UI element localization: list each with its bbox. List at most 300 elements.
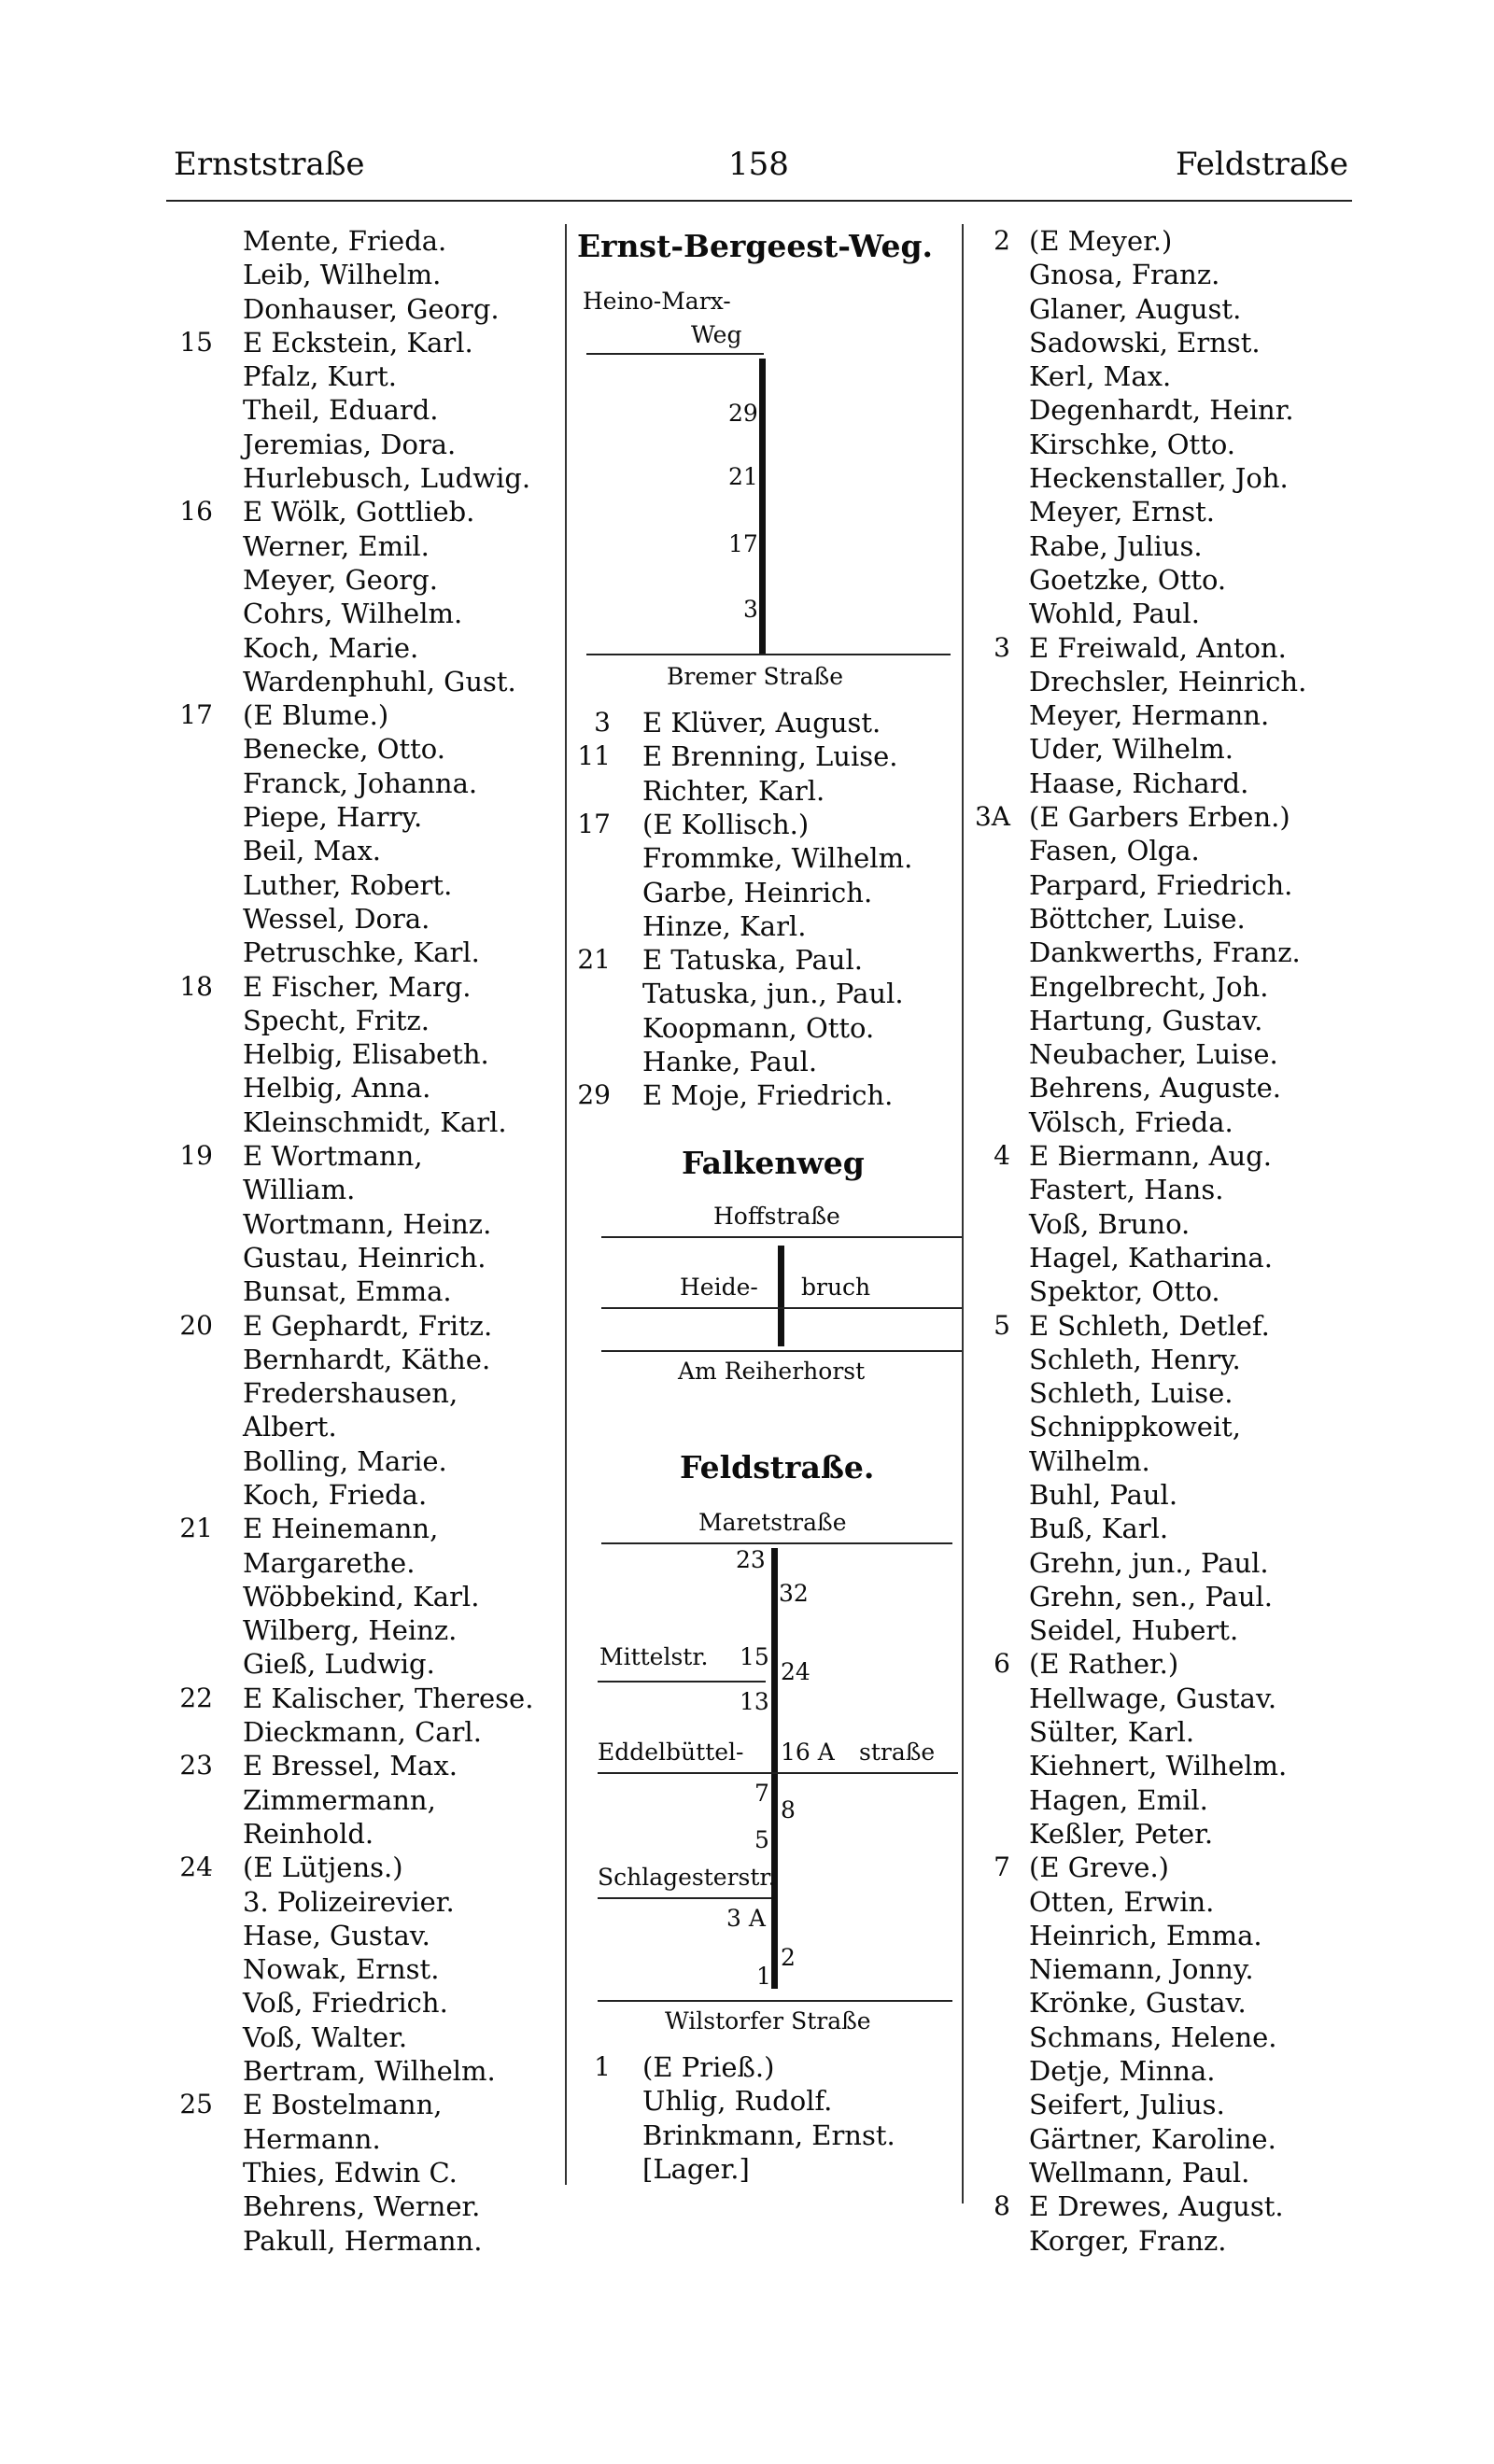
house-number: 3 (994, 631, 1010, 663)
entry-line (168, 1580, 570, 1613)
resident-name: Benecke, Otto. (243, 733, 445, 766)
entry-line (168, 1682, 570, 1715)
entry-line (168, 834, 570, 867)
resident-name: Schmans, Helene. (1029, 2020, 1277, 2053)
entry-line (962, 563, 1363, 597)
entry-line (962, 732, 1363, 766)
house-number: 29 (728, 400, 758, 427)
resident-name: Uder, Wilhelm. (1029, 733, 1233, 766)
resident-name: E Kalischer, Therese. (243, 1682, 534, 1714)
entry-line (168, 1512, 570, 1545)
resident-name: Kirschke, Otto. (1029, 428, 1236, 460)
resident-name: E Klüver, August. (642, 707, 881, 739)
entry-line (962, 936, 1363, 969)
resident-name: E Bressel, Max. (243, 1750, 458, 1782)
entry-line (168, 2088, 570, 2121)
house-number: 23 (736, 1546, 766, 1573)
resident-name: Garbe, Heinrich. (642, 876, 873, 908)
header-left: Ernststraße (174, 146, 365, 183)
street-line (586, 654, 951, 655)
entry-line (168, 902, 570, 936)
resident-name: (E Garbers Erben.) (1029, 801, 1290, 834)
resident-name: Mente, Frieda. (243, 225, 447, 257)
resident-name: Donhauser, Georg. (243, 292, 500, 325)
house-number: 16 (179, 496, 213, 528)
street-label: Maretstraße (698, 1509, 847, 1536)
resident-name: Wohld, Paul. (1029, 598, 1200, 630)
resident-name: Völsch, Frieda. (1029, 1105, 1233, 1138)
entry-line (962, 1309, 1363, 1343)
entry-line (168, 1004, 570, 1037)
house-number: 25 (179, 2089, 213, 2120)
street-line (601, 1307, 962, 1309)
entry-line (168, 1207, 570, 1241)
resident-name: Voß, Walter. (243, 2020, 408, 2053)
entry-line (168, 495, 570, 528)
resident-name: Heckenstaller, Joh. (1029, 462, 1289, 495)
resident-name: Krönke, Gustav. (1029, 1987, 1247, 2020)
entry-line (168, 1851, 570, 1884)
resident-name: Petruschke, Karl. (243, 936, 480, 969)
entry-line (962, 1715, 1363, 1749)
resident-name: E Drewes, August. (1029, 2190, 1284, 2223)
house-number: 20 (179, 1309, 213, 1341)
house-number: 2 (781, 1944, 796, 1971)
entry-line (962, 868, 1363, 902)
resident-name: Haase, Richard. (1029, 767, 1249, 799)
resident-name: Hagen, Emil. (1029, 1783, 1208, 1816)
entry-line (962, 1647, 1363, 1681)
entry-line (962, 1173, 1363, 1206)
entry-line (962, 1986, 1363, 2020)
house-number: 13 (740, 1688, 769, 1715)
resident-name: Werner, Emil. (243, 529, 430, 562)
resident-name: Meyer, Hermann. (1029, 699, 1270, 732)
resident-name: Thies, Edwin C. (243, 2156, 458, 2189)
entry-line (962, 2088, 1363, 2121)
entry-line (962, 1580, 1363, 1613)
entry-line (962, 529, 1363, 563)
resident-name: Brinkmann, Ernst. (642, 2119, 895, 2151)
entry-line (962, 393, 1363, 427)
resident-name: Wardenphuhl, Gust. (243, 665, 516, 697)
resident-name: Schleth, Henry. (1029, 1343, 1241, 1375)
resident-name: E Fischer, Marg. (243, 970, 472, 1003)
header-rule (166, 200, 1352, 202)
street-line (601, 1236, 962, 1238)
entry-line (962, 2189, 1363, 2223)
resident-name: Kiehnert, Wilhelm. (1029, 1750, 1288, 1782)
street-label: Am Reiherhorst (678, 1358, 866, 1385)
entry-line (168, 1919, 570, 1952)
entry-line (168, 1376, 570, 1410)
resident-name: Rabe, Julius. (1029, 529, 1203, 562)
resident-name: Kerl, Max. (1029, 360, 1172, 393)
resident-name: Heinrich, Emma. (1029, 1919, 1262, 1951)
street-title: Falkenweg (682, 1145, 865, 1181)
resident-name: Keßler, Peter. (1029, 1817, 1214, 1850)
house-number: 3 A (726, 1905, 766, 1932)
entry-line (962, 631, 1363, 665)
resident-name: Wilhelm. (1029, 1444, 1150, 1477)
resident-name: Grehn, sen., Paul. (1029, 1580, 1274, 1612)
entry-line (962, 1071, 1363, 1105)
entry-line (168, 461, 570, 495)
resident-name: Schleth, Luise. (1029, 1377, 1233, 1410)
house-number: 17 (577, 808, 611, 839)
street-label: Mittelstr. (599, 1643, 709, 1670)
entry-line (962, 258, 1363, 291)
house-number: 3 (594, 707, 611, 738)
entry-line (168, 1478, 570, 1512)
street-line (586, 353, 764, 355)
street-label: straße (859, 1739, 936, 1766)
house-number: 8 (781, 1796, 796, 1823)
resident-name: Spektor, Otto. (1029, 1275, 1220, 1308)
entry-line (168, 393, 570, 427)
entry-line (962, 1817, 1363, 1851)
resident-name: E Moje, Friedrich. (642, 1079, 894, 1112)
resident-name: Bertram, Wilhelm. (243, 2055, 496, 2088)
resident-name: Dankwerths, Franz. (1029, 936, 1301, 969)
resident-name: Fasen, Olga. (1029, 835, 1200, 867)
entry-line (168, 1952, 570, 1986)
resident-name: Bolling, Marie. (243, 1444, 447, 1477)
house-number: 7 (994, 1852, 1010, 1883)
column-left (168, 224, 570, 2258)
resident-name: (E Rather.) (1029, 1648, 1179, 1681)
resident-name: Pfalz, Kurt. (243, 360, 397, 393)
entry-line (168, 428, 570, 461)
resident-name: E Brenning, Luise. (642, 740, 898, 773)
street-line (598, 2000, 952, 2002)
resident-name: Wöbbekind, Karl. (243, 1580, 480, 1612)
entry-line (168, 1173, 570, 1206)
entry-line (168, 326, 570, 359)
street-label: Heino-Marx- (583, 288, 731, 315)
resident-name: (E Blume.) (243, 699, 389, 732)
resident-name: Uhlig, Rudolf. (642, 2085, 833, 2118)
entry-line (168, 1037, 570, 1071)
street-label: Hoffstraße (713, 1203, 840, 1230)
entry-line (168, 1647, 570, 1681)
entry-line (962, 1478, 1363, 1512)
resident-name: Gärtner, Karoline. (1029, 2122, 1276, 2155)
house-number: 6 (994, 1648, 1010, 1680)
resident-name: (E Meyer.) (1029, 225, 1173, 257)
resident-name: Glaner, August. (1029, 292, 1242, 325)
resident-name: Richter, Karl. (642, 774, 825, 807)
street-line (601, 1350, 962, 1352)
entry-line (168, 1817, 570, 1851)
entry-line (962, 292, 1363, 326)
resident-name: Theil, Eduard. (243, 394, 439, 427)
entry-line (168, 1546, 570, 1580)
entry-line (168, 1309, 570, 1343)
entry-line (168, 868, 570, 902)
street-bar (771, 1548, 778, 1989)
resident-name: Gnosa, Franz. (1029, 259, 1220, 291)
resident-name: (E Lütjens.) (243, 1852, 403, 1884)
entry-line (962, 1952, 1363, 1986)
house-number: 4 (994, 1140, 1010, 1172)
entry-line (962, 1037, 1363, 1071)
entry-line (962, 1207, 1363, 1241)
entry-line (168, 2122, 570, 2156)
resident-name: Parpard, Friedrich. (1029, 868, 1293, 901)
resident-name: Gustau, Heinrich. (243, 1241, 486, 1274)
house-number: 11 (577, 740, 611, 772)
header-right: Feldstraße (1176, 146, 1348, 183)
entry-line (962, 1004, 1363, 1037)
resident-name: Meyer, Ernst. (1029, 496, 1215, 528)
entry-line (962, 1376, 1363, 1410)
entry-line (168, 292, 570, 326)
entry-line (962, 1410, 1363, 1443)
entry-line (168, 2156, 570, 2189)
resident-name: E Heinemann, (243, 1513, 439, 1545)
house-number: 17 (728, 530, 758, 557)
resident-name: Hinze, Karl. (642, 909, 807, 942)
entry-line (962, 461, 1363, 495)
entry-line (962, 1749, 1363, 1782)
resident-name: Sülter, Karl. (1029, 1716, 1195, 1749)
resident-name: Wilberg, Heinz. (243, 1614, 458, 1647)
resident-name: Bernhardt, Käthe. (243, 1343, 491, 1375)
resident-name: Gieß, Ludwig. (243, 1648, 435, 1681)
house-number: 19 (179, 1140, 213, 1172)
resident-name: Luther, Robert. (243, 868, 453, 901)
resident-name: E Biermann, Aug. (1029, 1140, 1272, 1173)
entry-line (962, 1783, 1363, 1817)
house-number: 7 (754, 1780, 769, 1807)
entry-line (962, 970, 1363, 1004)
house-number: 5 (754, 1826, 769, 1853)
house-number: 8 (994, 2190, 1010, 2222)
resident-name: Koch, Marie. (243, 631, 419, 664)
resident-name: Wessel, Dora. (243, 902, 430, 935)
resident-name: Goetzke, Otto. (1029, 563, 1227, 596)
house-number: 1 (594, 2051, 611, 2082)
entry-line (168, 224, 570, 258)
column-right (962, 224, 1363, 2258)
street-label: bruch (801, 1274, 871, 1301)
resident-name: Helbig, Anna. (243, 1072, 431, 1105)
entry-line (962, 665, 1363, 698)
resident-name: Grehn, jun., Paul. (1029, 1546, 1269, 1579)
entry-line (168, 970, 570, 1004)
resident-name: Korger, Franz. (1029, 2224, 1227, 2257)
resident-name: Specht, Fritz. (243, 1004, 430, 1036)
resident-name: E Bostelmann, (243, 2089, 443, 2121)
resident-name: E Wortmann, (243, 1140, 423, 1173)
resident-name: Otten, Erwin. (1029, 1885, 1215, 1918)
resident-name: Piepe, Harry. (243, 801, 423, 834)
resident-name: Koch, Frieda. (243, 1478, 428, 1511)
entry-line (962, 834, 1363, 867)
entry-line (168, 1274, 570, 1308)
entry-line (168, 665, 570, 698)
resident-name: Behrens, Auguste. (1029, 1072, 1281, 1105)
entry-line (168, 2224, 570, 2258)
house-number: 2 (994, 225, 1010, 256)
entry-line (962, 1512, 1363, 1545)
resident-name: E Gephardt, Fritz. (243, 1309, 493, 1342)
resident-name: Schnippkoweit, (1029, 1411, 1242, 1443)
resident-name: Beil, Max. (243, 835, 382, 867)
resident-name: Zimmermann, (243, 1783, 436, 1816)
resident-name: Hermann. (243, 2122, 381, 2155)
house-number: 22 (179, 1682, 213, 1713)
entry-line (962, 1613, 1363, 1647)
entry-line (962, 1885, 1363, 1919)
entry-line (962, 2020, 1363, 2054)
resident-name: Koopmann, Otto. (642, 1011, 875, 1044)
house-number: 29 (577, 1079, 611, 1111)
street-label: Heide- (680, 1274, 758, 1301)
resident-name: Reinhold. (243, 1817, 374, 1850)
house-number: 24 (781, 1658, 810, 1685)
resident-name: Hagel, Katharina. (1029, 1241, 1273, 1274)
resident-name: Böttcher, Luise. (1029, 902, 1246, 935)
resident-name: Tatuska, jun., Paul. (642, 978, 904, 1010)
resident-name: Margarethe. (243, 1546, 416, 1579)
street-line (598, 1772, 958, 1774)
entry-line (962, 597, 1363, 630)
entry-line (962, 2122, 1363, 2156)
entry-line (962, 2156, 1363, 2189)
resident-name: Seifert, Julius. (1029, 2089, 1225, 2121)
entry-line (168, 732, 570, 766)
resident-name: Fastert, Hans. (1029, 1174, 1224, 1206)
street-label: Eddelbüttel- (598, 1739, 744, 1766)
house-number: 18 (179, 970, 213, 1002)
entry-line (962, 1444, 1363, 1478)
street-label: Bremer Straße (667, 663, 844, 690)
resident-name: Seidel, Hubert. (1029, 1614, 1239, 1647)
entry-line (168, 800, 570, 834)
resident-name: Drechsler, Heinrich. (1029, 665, 1307, 697)
entry-line (168, 563, 570, 597)
house-number: 15 (740, 1643, 769, 1670)
resident-name: 3. Polizeirevier. (243, 1885, 455, 1918)
resident-name: Cohrs, Wilhelm. (243, 598, 463, 630)
entry-line (962, 1919, 1363, 1952)
house-number: 3A (974, 801, 1010, 833)
house-number: 17 (179, 699, 213, 731)
house-number: 16 A (781, 1739, 835, 1766)
house-number: 23 (179, 1750, 213, 1781)
house-number: 21 (179, 1513, 213, 1544)
street-bar (759, 359, 766, 654)
street-label: Schlagesterstr. (598, 1864, 776, 1891)
entry-line (168, 1783, 570, 1817)
resident-name: Detje, Minna. (1029, 2055, 1216, 2088)
page-number: 158 (728, 146, 789, 183)
entry-line (962, 1105, 1363, 1139)
entry-line (168, 2189, 570, 2223)
resident-name: Hanke, Paul. (642, 1046, 818, 1077)
entry-line (168, 1885, 570, 1919)
resident-name: Kleinschmidt, Karl. (243, 1105, 507, 1138)
entry-line (962, 2224, 1363, 2258)
resident-name: Frommke, Wilhelm. (642, 842, 913, 875)
resident-name: Franck, Johanna. (243, 767, 478, 799)
resident-name: E Freiwald, Anton. (1029, 631, 1287, 664)
entry-line (962, 1274, 1363, 1308)
street-label: Wilstorfer Straße (665, 2007, 871, 2035)
resident-name: (E Kollisch.) (642, 808, 810, 840)
resident-name: Nowak, Ernst. (243, 1953, 440, 1986)
resident-name: Behrens, Werner. (243, 2190, 481, 2223)
house-number: 3 (743, 596, 758, 623)
entry-line (168, 1241, 570, 1274)
entry-line (962, 1851, 1363, 1884)
house-number: 5 (994, 1309, 1010, 1341)
resident-name: Fredershausen, (243, 1377, 458, 1410)
resident-name: Hartung, Gustav. (1029, 1004, 1263, 1036)
resident-name: Bunsat, Emma. (243, 1275, 452, 1308)
resident-name: E Schleth, Detlef. (1029, 1309, 1270, 1342)
street-line (598, 1897, 771, 1899)
entry-line (168, 2020, 570, 2054)
house-number: 21 (728, 463, 758, 490)
entry-line (962, 1241, 1363, 1274)
entry-line (168, 1613, 570, 1647)
entry-line (962, 495, 1363, 528)
resident-name: William. (243, 1174, 356, 1206)
entry-line (962, 428, 1363, 461)
entry-line (168, 1410, 570, 1443)
entry-line (962, 224, 1363, 258)
resident-name: Buß, Karl. (1029, 1513, 1169, 1545)
resident-name: Neubacher, Luise. (1029, 1038, 1278, 1071)
entry-line (962, 2054, 1363, 2088)
resident-name: Jeremias, Dora. (243, 428, 457, 460)
resident-name: Hurlebusch, Ludwig. (243, 462, 531, 495)
entry-line (962, 902, 1363, 936)
resident-name: Meyer, Georg. (243, 563, 438, 596)
entry-line (168, 258, 570, 291)
resident-name: (E Prieß.) (642, 2051, 775, 2083)
resident-name: Degenhardt, Heinr. (1029, 394, 1294, 427)
entry-line (962, 698, 1363, 732)
street-bar (778, 1246, 784, 1346)
resident-name: Hase, Gustav. (243, 1919, 430, 1951)
entry-line (168, 936, 570, 969)
house-number: 1 (756, 1963, 771, 1990)
entry-line (962, 1343, 1363, 1376)
resident-name: Dieckmann, Carl. (243, 1716, 482, 1749)
resident-name: Engelbrecht, Joh. (1029, 970, 1269, 1003)
resident-name: E Tatuska, Paul. (642, 944, 863, 977)
street-title: Feldstraße. (680, 1449, 875, 1485)
entry-line (962, 767, 1363, 800)
entry-line (962, 1139, 1363, 1173)
resident-name: Wellmann, Paul. (1029, 2156, 1250, 2189)
house-number: 24 (179, 1852, 213, 1883)
entry-line (168, 1071, 570, 1105)
entry-line (168, 1749, 570, 1782)
resident-name: Voß, Bruno. (1029, 1207, 1191, 1240)
resident-name: Voß, Friedrich. (243, 1987, 448, 2020)
entry-line (168, 1139, 570, 1173)
resident-name: Niemann, Jonny. (1029, 1953, 1254, 1986)
house-number: 15 (179, 326, 213, 358)
entry-line (168, 1715, 570, 1749)
entry-line (168, 1986, 570, 2020)
street-title: Ernst-Bergeest-Weg. (577, 228, 934, 264)
